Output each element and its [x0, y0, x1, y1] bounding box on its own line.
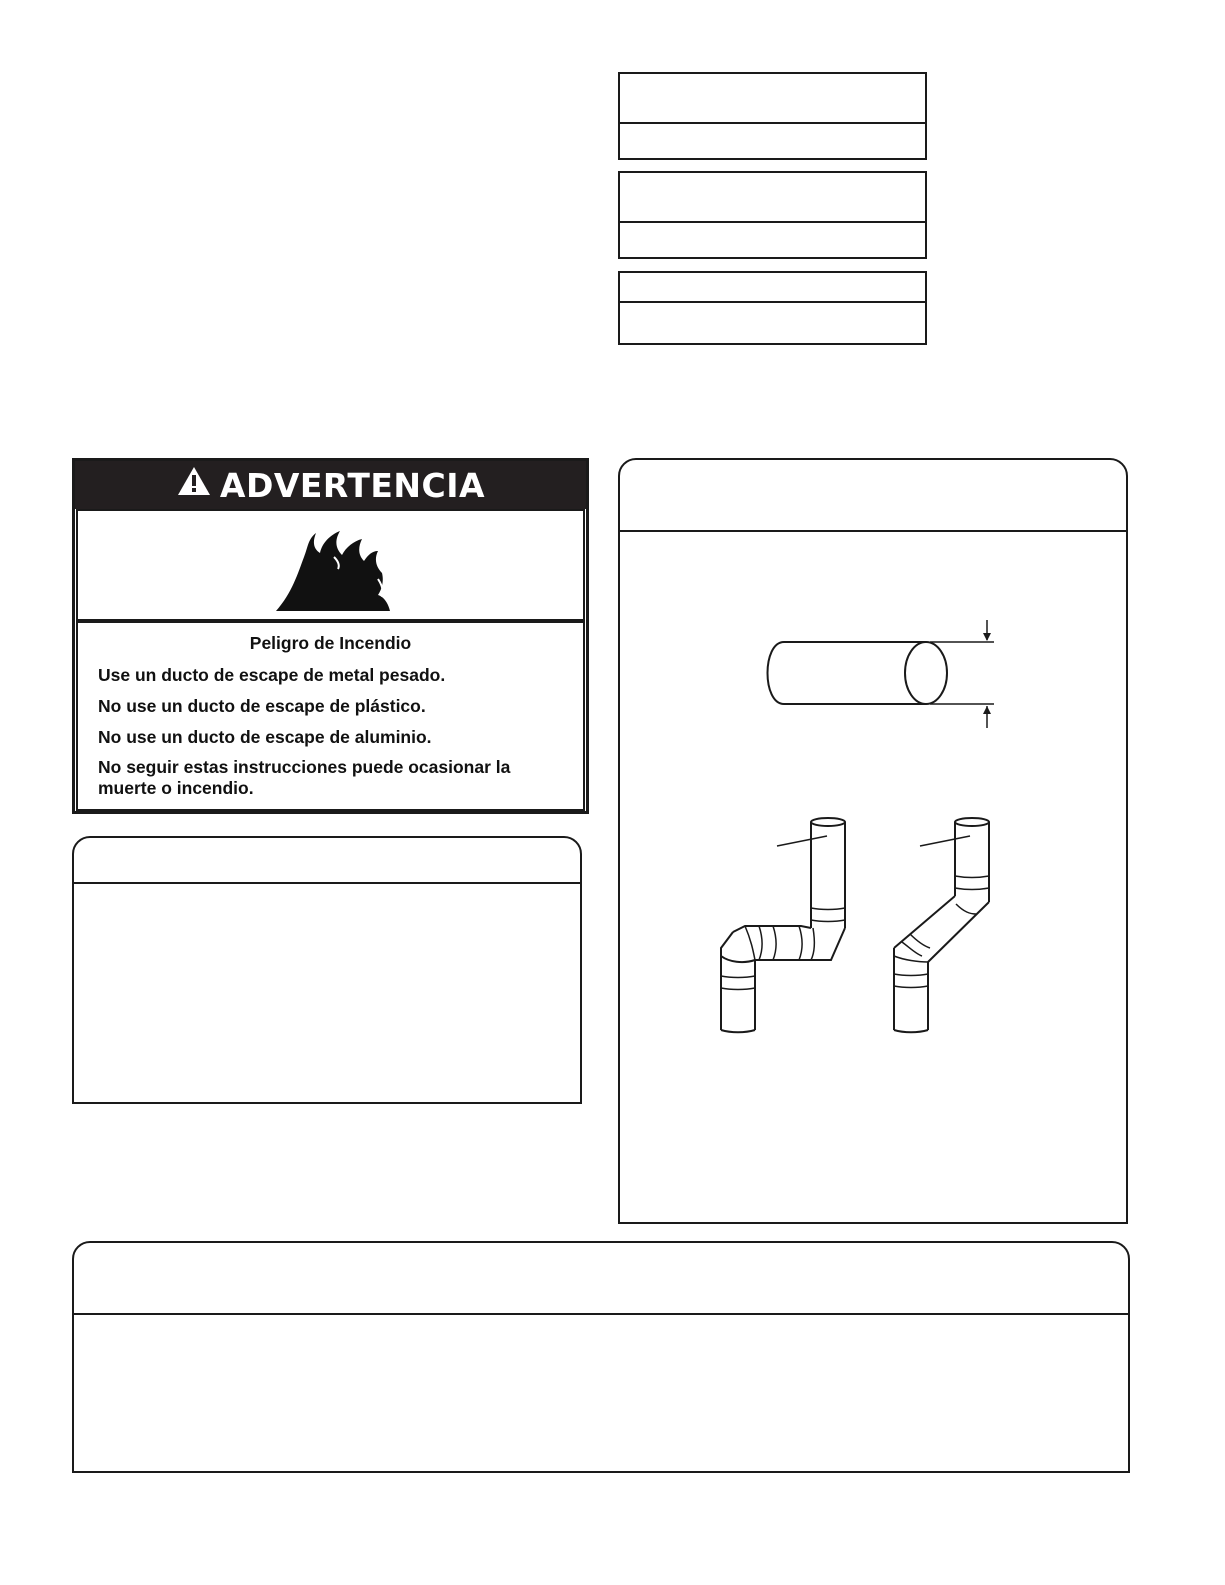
bottom-section-box [72, 1241, 1130, 1473]
warning-panel [72, 458, 589, 814]
warning-header [75, 461, 586, 509]
warning-line-2: No use un ducto de escape de plástico. [98, 696, 426, 716]
right-section-box [618, 458, 1128, 1224]
offset-duct-diagram [886, 816, 1006, 1044]
duct-diameter-diagram [760, 614, 1000, 734]
spec-table-3 [618, 271, 927, 345]
warning-line-3: No use un ducto de escape de aluminio. [98, 727, 432, 747]
left-section-box [72, 836, 582, 1104]
warning-header-label: ADVERTENCIA [219, 465, 486, 505]
spec-table-1 [618, 72, 927, 160]
fire-flame-icon [274, 527, 396, 613]
warning-pictogram-box [76, 509, 585, 621]
elbow-duct-diagram [715, 816, 855, 1044]
warning-triangle-icon [176, 465, 212, 505]
warning-title: Peligro de Incendio [249, 633, 412, 653]
spec-table-2 [618, 171, 927, 259]
warning-text-box [76, 621, 585, 811]
warning-line-1: Use un ducto de escape de metal pesado. [98, 665, 446, 685]
warning-closing: No seguir estas instrucciones puede ocasionar la muerte o incendio. [98, 757, 511, 798]
